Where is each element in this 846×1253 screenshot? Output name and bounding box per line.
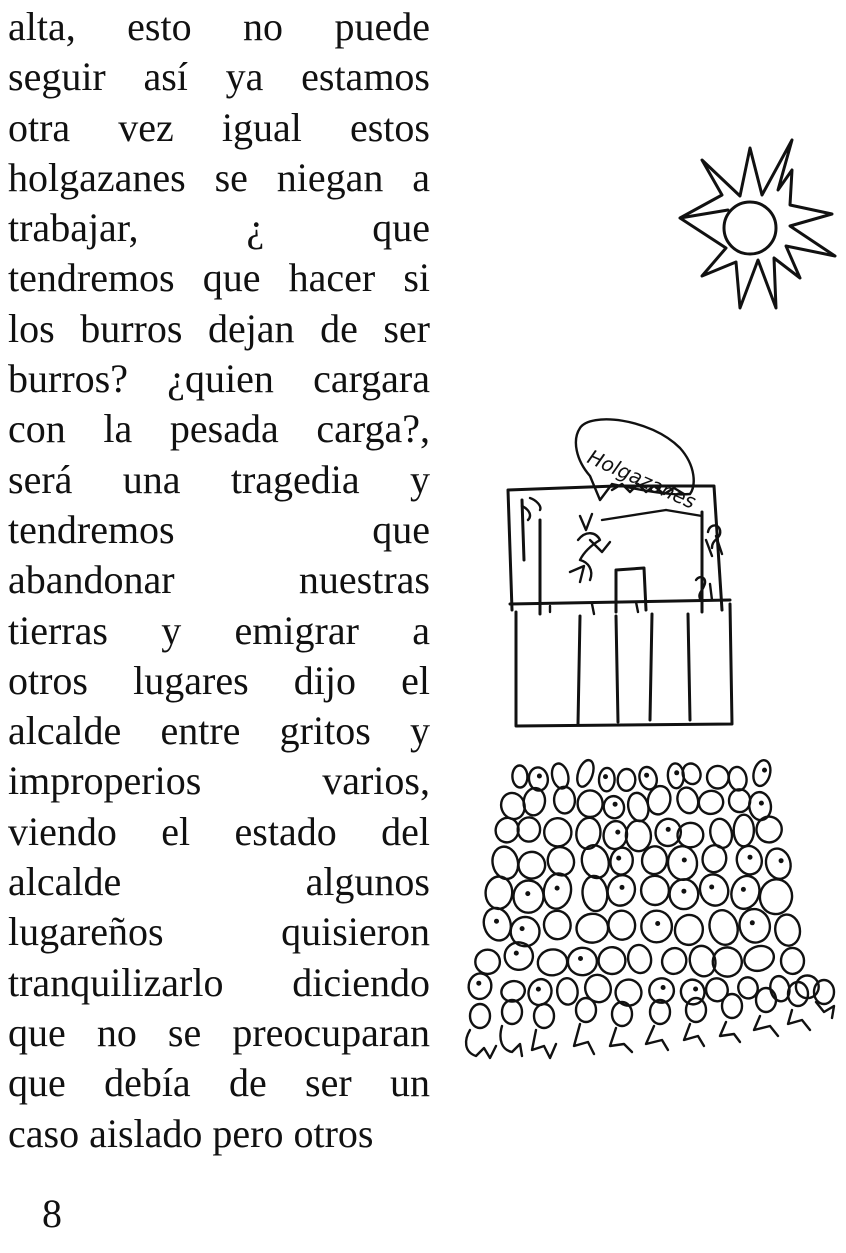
crowd-head-dot [693,987,698,992]
crowd-head [625,791,651,823]
text-line: será una tragedia y [8,456,430,502]
crowd-front-head [612,1002,632,1026]
crowd-head [763,846,794,882]
crowd-head-dot [762,768,767,773]
crowd-head [617,769,635,791]
crowd-body [646,1026,668,1050]
crowd-head-dot [476,981,481,986]
crowd-head [485,876,513,910]
text-line: otros lugares dijo el [8,657,430,703]
crowd-head [467,972,493,1000]
crowd-head [489,844,521,881]
crowd-head-dot [615,830,620,835]
crowd-head [525,976,555,1008]
crowd-head-dot [750,920,755,925]
crowd-head [751,758,773,787]
crowd-head-dot [661,985,666,990]
crowd-head-dot [525,891,530,896]
crowd-head [696,788,725,816]
text-line: tierras y emigrar a [8,607,430,653]
crowd-head [541,871,574,911]
sun-drawing-icon [680,140,835,308]
crowd-head [734,815,755,847]
town-hall-balcony-drawing-icon [508,419,732,726]
crowd-body [788,1010,810,1030]
drawings-canvas [440,0,846,1253]
text-line: alcalde algunos [8,859,430,905]
crowd-body [684,1024,704,1046]
crowd-head [556,977,579,1006]
text-line: abandonar nuestras [8,557,430,603]
crowd-head-dot [536,987,541,992]
crowd-head-dot [741,887,746,892]
crowd-front-head [534,1004,554,1028]
crowd-head [543,817,572,847]
crowd-head-dot [620,885,625,890]
crowd-body [532,1030,556,1058]
crowd-head-dot [666,827,671,832]
text-line: con la pesada carga?, [8,406,430,452]
speech-bubble-text: Holgazanes [583,444,700,514]
crowd-body [500,1026,522,1056]
crowd-head [607,909,637,941]
crowd-head-dot [682,858,687,863]
text-line: viendo el estado del [8,808,430,854]
crowd-head [554,786,576,813]
crowd-head [513,880,544,913]
crowd-head [741,942,777,975]
crowd-head [727,766,748,792]
crowd-head [604,871,639,909]
crowd-of-people-drawing-icon [466,758,834,1058]
crowd-head [667,845,699,881]
crowd-head [773,913,802,948]
text-line: tranquilizarlo diciendo [8,959,430,1005]
crowd-front-head [576,998,596,1022]
crowd-head-dot [494,919,499,924]
crowd-front-head [470,1004,490,1028]
crowd-body [466,1030,496,1058]
crowd-front-head [686,998,706,1022]
crowd-body [720,1022,740,1042]
crowd-head-dot [616,856,621,861]
crowd-head-dot [681,889,686,894]
crowd-head [581,971,614,1006]
crowd-head [686,943,719,980]
crowd-head [625,820,651,852]
crowd-head [707,765,730,789]
text-line: lugareños quisieron [8,909,430,955]
crowd-head [609,846,635,876]
body-text [8,2,430,1159]
crowd-front-head [722,994,742,1018]
crowd-head-dot [555,886,560,891]
text-line: alta, esto no puede [8,4,430,49]
crowd-head [674,785,701,816]
crowd-head [577,790,603,817]
crowd-head [641,876,669,906]
text-line: improperios varios, [8,758,430,804]
crowd-head-dot [613,802,618,807]
crowd-front-head [502,1000,522,1024]
crowd-head [727,872,764,912]
text-line: que no se preocuparan [8,1009,430,1055]
crowd-head [575,912,609,944]
crowd-head [734,843,765,877]
text-line: caso aislado pero otros [8,1110,374,1156]
crowd-head [601,794,626,820]
crowd-head [480,904,515,943]
crowd-head [672,912,705,947]
crowd-head [581,875,609,913]
crowd-head [542,909,573,941]
text-line: tendremos que [8,506,430,552]
crowd-head [475,950,500,974]
crowd-head [550,762,571,790]
text-line: que debía de ser un [8,1060,430,1106]
crowd-head-dot [748,855,753,860]
text-line: tendremos que hacer si [8,255,430,301]
crowd-head [704,976,731,1004]
crowd-head-dot [779,858,784,863]
crowd-body [610,1028,632,1052]
text-line: los burros dejan de ser [8,305,430,351]
crowd-body [574,1024,594,1054]
crowd-head-dot [520,926,525,931]
crowd-head [706,907,742,948]
crowd-head [729,789,751,812]
crowd-head-dot [514,951,519,956]
crowd-head [597,946,626,975]
text-line: otra vez igual estos [8,104,430,150]
crowd-head [522,786,547,817]
crowd-head [641,911,672,943]
text-line: seguir así ya estamos [8,54,430,100]
crowd-head [516,849,548,881]
crowd-head-dot [759,801,764,806]
crowd-head [536,948,569,978]
crowd-head-dot [674,770,679,775]
crowd-head-dot [578,956,583,961]
text-line: alcalde entre gritos y [8,708,430,754]
crowd-body [754,1016,778,1036]
crowd-head [567,947,598,977]
crowd-head-dot [537,774,542,779]
crowd-head [659,945,690,977]
text-line: trabajar, ¿ que [8,205,430,251]
text-line: burros? ¿quien cargara [8,356,430,402]
crowd-head [781,948,804,974]
crowd-head [512,765,528,788]
crowd-head-dot [655,921,660,926]
crowd-head [626,943,654,975]
illustrations [440,0,846,1253]
crowd-head [696,870,733,909]
crowd-head [574,758,597,789]
page-number: 8 [42,1191,62,1236]
crowd-front-head [756,988,776,1012]
crowd-head [517,817,541,843]
crowd-head [599,768,615,792]
text-line: holgazanes se niegan a [8,154,430,200]
crowd-head [669,878,699,909]
crowd-head-dot [603,774,608,779]
crowd-head-dot [709,885,714,890]
crowd-head-dot [644,773,649,778]
